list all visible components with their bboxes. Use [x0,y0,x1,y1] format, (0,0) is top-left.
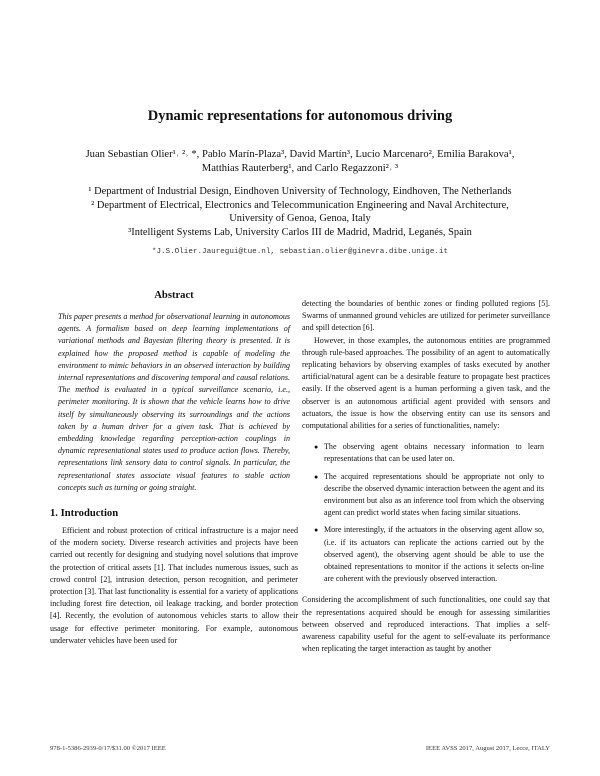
author-line-1: Juan Sebastian Olier¹˒ ²˒ *, Pablo Marín-Plaza³, David Martín³, Lucio Marcenaro², Emilia Barakova¹, [85,149,515,160]
right-column [302,298,550,655]
intro-paragraph: Efficient and robust protection of critical infrastructure is a major need of the modern society. Diverse research activities and projects have been carried out recently for designing and studying novel solutions that improve the protection of critical assets [1]. That includes numerous issues, such as crowd control [2], intrusion detection, person recognition, and perimeter protection [3]. That last functionality is essential for a variety of applications including forest fire detection, oil leakage tracking, and border protection [4]. Recently, the evolution of autonomous vehicles starts to allow their usage for effective perimeter monitoring. For example, autonomous underwater vehicles have been used for [50,526,298,645]
bullet-icon: ● [314,526,319,535]
affiliation-1: ¹ Department of Industrial Design, Eindhoven University of Technology, Eindhoven, The Netherlands [88,186,512,197]
bullet-icon: ● [314,472,319,481]
affiliations [30,185,570,239]
author-list [30,148,570,176]
body-paragraph-1: detecting the boundaries of benthic zones or finding polluted regions [5]. Swarms of unmanned ground vehicles are utilized for perimeter surveillance and spill detection [6]. [302,299,550,333]
list-item: ● The acquired representations should be appropriate not only to describe the observed dynamic interaction between the agent and its environment but also as an inference tool from which the observing agent can predict world states when facing similar situations. [314,471,544,518]
contact-email[interactable]: *J.S.Olier.Jauregui@tue.nl, sebastian.olier@ginevra.dibe.unige.it [151,248,449,256]
author-line-2: Matthias Rauterberg¹, and Carlo Regazzoni²˒ ³ [201,163,399,174]
body-paragraph-3: Considering the accomplishment of such functionalities, one could say that the representations acquired should be enough for assessing similarities between observed and reproduced interactions. That implies a self-awareness capability useful for the agent to self-evaluate its performance when replicating the target interaction as taught by another [302,595,550,654]
section-heading-introduction: 1. Introduction [50,508,119,520]
bullet-icon: ● [314,443,319,452]
body-paragraph-2: However, in those examples, the autonomous entities are programmed through rule-based approaches. The possibility of an agent to automatically replicating behaviors by observing examples of tasks executed by another artificial/natural agent can be a desirable feature to propagate best practices easily. If the observed agent is a human performing a given task, and the observer is an autonomous artificial agent provided with sensors and actuators, the issue is how the observing entity can use its sensors and computational abilities for a series of functionalities, namely: [302,335,550,431]
abstract-heading: Abstract [154,290,194,301]
affiliation-3: ³Intelligent Systems Lab, University Carlos III de Madrid, Madrid, Leganés, Spain [128,226,472,238]
paper-title: Dynamic representations for autonomous driving [147,108,453,124]
copyright-footer: 978-1-5386-2939-0/17/$31.00 ©2017 IEEE [50,745,166,752]
abstract-text: This paper presents a method for observational learning in autonomous agents. A formalism based on deep learning implementations of variational methods and Bayesian filtering theory is presented. It is explained how the proposed method is capable of modeling the environment to mimic behaviors in an observed interaction by building internal representations and discovering temporal and causal relations. The method is evaluated in a typical surveillance scenario, i.e., perimeter monitoring. It is shown that the vehicle learns how to drive itself by simultaneously observing its surroundings and the actions taken by a human driver for a given task. That is achieved by embedding knowledge regarding perception-action couplings in dynamic representational states used to produce action flows. Thereby, representations link sensory data to control signals. In particular, the representational states associate visual features to stable action concepts such as turning or going straight. [58,312,290,492]
list-item: ● More interestingly, if the actuators in the observing agent allow so, (i.e. if its actuators can replicate the actions carried out by the observed agent), the observing agent should be able to use the obtained representations to monitor if the actions it selects on-line are coherent with the previously observed interaction. [314,525,544,584]
affiliation-2: ² Department of Electrical, Electronics and Telecommunication Engineering and Naval Architecture, [91,199,509,211]
list-item: ● The observing agent obtains necessary information to learn representations that can be used later on. [314,442,544,464]
left-column [50,290,298,647]
affiliation-2-cont: University of Genoa, Genoa, Italy [229,213,371,224]
functionality-list [302,441,550,585]
venue-footer: IEEE AVSS 2017, August 2017, Lecce, ITALY [425,745,550,752]
